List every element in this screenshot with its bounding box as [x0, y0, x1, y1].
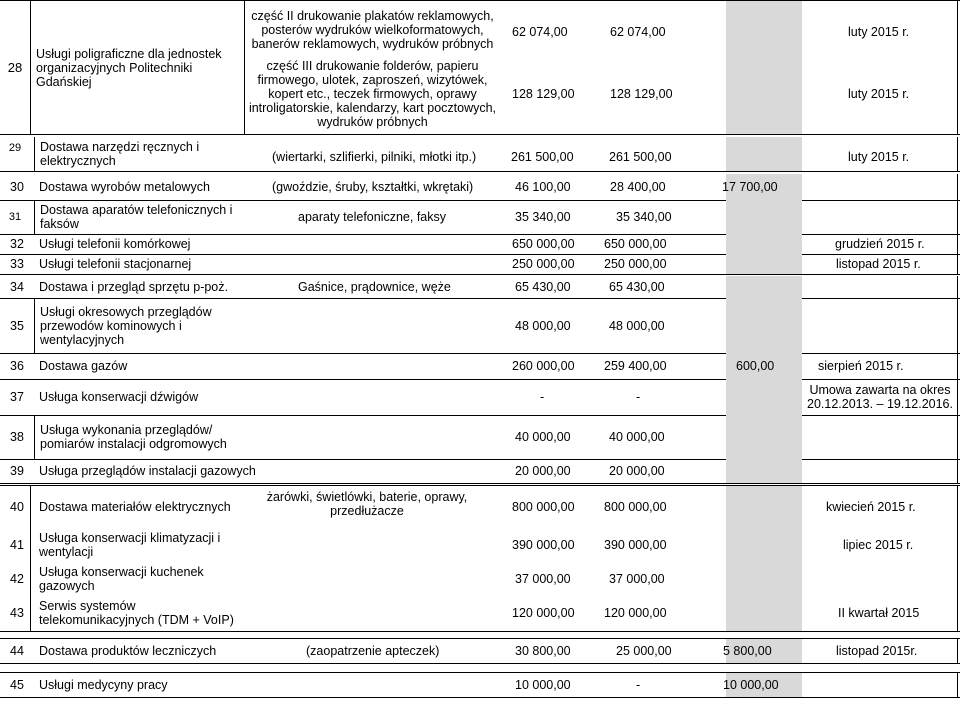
row-value-1: 390 000,00 [512, 538, 575, 552]
row-value-1: - [540, 390, 545, 404]
row-description: (gwoździe, śruby, kształtki, wkrętaki) [272, 180, 474, 194]
row-term: II kwartał 2015 [838, 606, 920, 620]
row-value-2: 261 500,00 [609, 150, 672, 164]
row-value-1: 40 000,00 [515, 430, 571, 444]
row-value-1: 37 000,00 [515, 572, 571, 586]
row-name: Usługi medycyny pracy [39, 678, 168, 692]
table-row [0, 459, 960, 484]
row-number: 40 [10, 500, 24, 514]
row-name: Dostawa narzędzi ręcznych i elektrycznych [34, 137, 245, 171]
row-number: 42 [10, 572, 24, 586]
row-term: sierpień 2015 r. [818, 359, 904, 373]
row-number: 37 [10, 390, 24, 404]
table-row [0, 526, 960, 564]
row-term: listopad 2015 r. [836, 257, 921, 271]
row-number: 45 [10, 678, 24, 692]
row-name: Usługa konserwacji klimatyzacji i wentylacji [39, 531, 221, 559]
row-term: grudzień 2015 r. [835, 237, 925, 251]
row-value-2: 40 000,00 [609, 430, 665, 444]
table-row [0, 174, 960, 201]
row-term: luty 2015 r. [848, 87, 910, 101]
row-description: Gaśnice, prądownice, węże [298, 280, 451, 294]
row-name: Dostawa produktów leczniczych [39, 644, 217, 658]
row-description: część III drukowanie folderów, papieru firmowego, ulotek, zaproszeń, wizytówek, kopert etc., teczek firmowych, oprawy introligatorskie, kalendarzy, kart pocztowych, wydruków próbnych [248, 59, 497, 129]
row-name: Usługa wykonania przeglądów/ pomiarów instalacji odgromowych [34, 415, 235, 459]
row-name: Dostawa aparatów telefonicznych i faksów [34, 200, 240, 234]
row-number: 44 [10, 644, 24, 658]
row-value-1: 261 500,00 [511, 150, 574, 164]
row-value-2: 48 000,00 [609, 318, 665, 333]
row-number: 35 [10, 318, 24, 333]
row-value-1: 800 000,00 [512, 500, 575, 514]
row-name: Usługi telefonii stacjonarnej [39, 257, 192, 271]
table-row [0, 200, 960, 235]
row-value-2: 20 000,00 [609, 464, 665, 478]
table-row [0, 672, 960, 698]
row-value-2: 35 340,00 [616, 210, 672, 224]
row-value-2: 259 400,00 [604, 359, 667, 373]
table-row [0, 276, 960, 299]
row-value-2: 250 000,00 [604, 257, 667, 271]
row-value-2: 800 000,00 [604, 500, 667, 514]
row-value-1: 48 000,00 [515, 318, 571, 333]
table-row [0, 353, 960, 380]
row-name: Usługa konserwacji kuchenek gazowych [39, 565, 204, 593]
row-value-3: 5 800,00 [723, 644, 772, 658]
row-number: 43 [10, 606, 24, 620]
row-name: Dostawa i przegląd sprzętu p-poż. [39, 280, 228, 294]
row-value-2: 390 000,00 [604, 538, 667, 552]
table-row [0, 415, 960, 460]
row-value-2: - [636, 678, 641, 692]
row-number: 31 [8, 211, 22, 223]
table-row [0, 594, 960, 632]
row-number: 28 [7, 59, 23, 75]
row-value-2: 62 074,00 [610, 25, 666, 39]
row-value-1: 65 430,00 [515, 280, 571, 294]
row-term: Umowa zawarta na okres 20.12.2013. – 19.12.2016. [807, 383, 953, 411]
table-row [0, 486, 960, 528]
row-value-2: 37 000,00 [609, 572, 665, 586]
row-value-1: 46 100,00 [515, 180, 571, 194]
row-name: Serwis systemów telekomunikacyjnych (TDM + VoIP) [39, 599, 234, 627]
row-term: lipiec 2015 r. [843, 538, 914, 552]
row-value-1: 250 000,00 [512, 257, 575, 271]
row-number: 29 [8, 142, 22, 154]
row-name: Dostawa gazów [39, 359, 128, 373]
row-term: listopad 2015r. [836, 644, 918, 658]
row-number: 38 [10, 430, 24, 444]
row-name: Usługa przeglądów instalacji gazowych [39, 464, 256, 478]
row-value-1: 650 000,00 [512, 237, 575, 251]
row-name: Dostawa materiałów elektrycznych [39, 500, 231, 514]
row-value-2: 25 000,00 [616, 644, 672, 658]
row-number: 34 [10, 280, 24, 294]
table-row [0, 137, 960, 172]
table-row [0, 234, 960, 255]
row-term: kwiecień 2015 r. [826, 500, 916, 514]
row-name: Usługi okresowych przeglądów przewodów kominowych i wentylacyjnych [34, 298, 215, 353]
row-name: Usługi poligraficzne dla jednostek organizacyjnych Politechniki Gdańskiej [30, 1, 246, 134]
row-value-2: 28 400,00 [610, 180, 666, 194]
row-value-2: 128 129,00 [610, 87, 673, 101]
row-value-1: 35 340,00 [515, 210, 571, 224]
row-number: 33 [10, 257, 24, 271]
row-value-2: 120 000,00 [604, 606, 667, 620]
row-name: Usługi telefonii komórkowej [39, 237, 191, 251]
row-number: 39 [10, 464, 24, 478]
row-number: 32 [10, 237, 24, 251]
row-value-1: 120 000,00 [512, 606, 575, 620]
row-description: część II drukowanie plakatów reklamowych, posterów wydruków wielkoformatowych, banerów reklamowych, wydruków próbnych [251, 9, 494, 51]
row-description: aparaty telefoniczne, faksy [298, 210, 446, 224]
row-value-2: - [636, 390, 641, 404]
row-value-1: 128 129,00 [512, 87, 575, 101]
row-value-2: 65 430,00 [609, 280, 665, 294]
row-name: Usługa konserwacji dźwigów [39, 390, 199, 404]
row-description: (zaopatrzenie apteczek) [306, 644, 440, 658]
row-description: (wiertarki, szlifierki, pilniki, młotki itp.) [272, 150, 477, 164]
row-number: 30 [10, 180, 24, 194]
row-value-1: 62 074,00 [512, 25, 568, 39]
row-number: 41 [10, 538, 24, 552]
row-value-3: 600,00 [736, 359, 775, 373]
table-row [0, 379, 960, 416]
row-term: luty 2015 r. [848, 150, 910, 164]
row-value-1: 20 000,00 [515, 464, 571, 478]
table-row [0, 298, 960, 354]
row-value-1: 10 000,00 [515, 678, 571, 692]
row-value-1: 30 800,00 [515, 644, 571, 658]
row-value-2: 650 000,00 [604, 237, 667, 251]
table-row [0, 562, 960, 596]
row-value-1: 260 000,00 [512, 359, 575, 373]
table-row [0, 254, 960, 275]
row-name: Dostawa wyrobów metalowych [39, 180, 210, 194]
table-row [0, 638, 960, 664]
row-description: żarówki, świetlówki, baterie, oprawy, przedłużacze [266, 490, 468, 518]
row-value-3: 17 700,00 [722, 180, 778, 194]
table-row [0, 0, 960, 135]
row-number: 36 [10, 359, 24, 373]
row-value-3: 10 000,00 [723, 678, 779, 692]
row-term: luty 2015 r. [848, 25, 910, 39]
